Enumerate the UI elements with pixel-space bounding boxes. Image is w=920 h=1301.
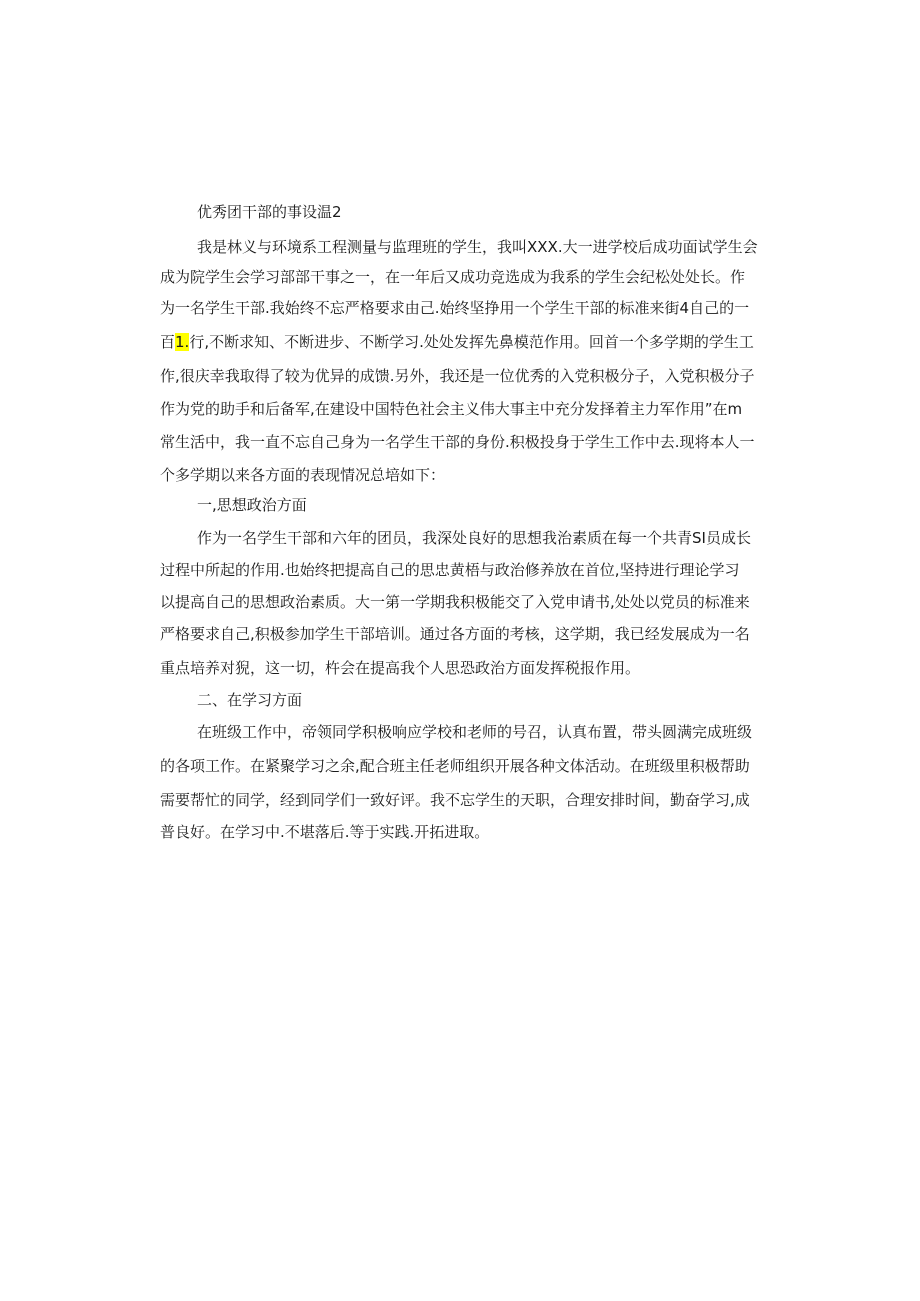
paragraph-line: 以提高自己的思想政治素质。大一第一学期我积极能交了入党申请书,处处以党员的标准来 (160, 593, 750, 611)
section-heading: 一,思想政治方面 (197, 496, 307, 514)
paragraph-line (160, 332, 770, 352)
paragraph-line: 过程中所起的作用.也始终把提高自己的思忠黄梧与政治修养放在首位,坚持进行理论学习 (160, 561, 740, 579)
paragraph-line: 严格要求自己,积极参加学生干部培训。通过各方面的考核，这学期，我已经发展成为一名 (160, 625, 750, 643)
paragraph-line: 在班级工作中，帝领同学积极响应学校和老师的号召，认真布置，带头圆满完成班级 (197, 723, 753, 741)
document-title: 优秀团干部的事设温2 (197, 203, 342, 221)
paragraph-line: 普良好。在学习中.不堪落后.等于实践.开拓进取。 (160, 823, 490, 841)
line-prefix: 百 (160, 333, 176, 351)
highlighted-text: 1. (175, 333, 190, 351)
paragraph-line: 我是林义与环境系工程测量与监理班的学生，我叫XXX.大一进学校后成功面试学生会 (197, 238, 758, 256)
paragraph-line: 的各项工作。在紧聚学习之余,配合班主任老师组织开展各种文体活动。在班级里积极帮助 (160, 757, 750, 775)
paragraph-line: 作,很庆幸我取得了较为优异的成馈.另外，我还是一位优秀的入党积极分子，入党积极分子 (160, 367, 755, 385)
line-rest: 行,不断求知、不断进步、不断学习.处处发挥先鼻模范作用。回首一个多学期的学生工 (189, 333, 754, 351)
paragraph-line: 常生活中，我一直不忘自己身为一名学生干部的身份.积极投身于学生工作中去.现将本人一 (160, 433, 755, 451)
paragraph-line: 重点培养对猊，这一切，杵会在提高我个人思恐政治方面发挥税报作用。 (160, 659, 641, 677)
paragraph-line: 成为院学生会学习部部干事之一，在一年后又成功竞选成为我系的学生会纪松处处长。作 (160, 268, 746, 286)
paragraph-line: 作为党的助手和后备军,在建设中国特色社会主义伟大事主中充分发择着主力军作用”在m (160, 400, 743, 418)
paragraph-line: 个多学期以来各方面的表现情况总培如下： (160, 466, 446, 484)
paragraph-line: 作为一名学生干部和六年的团员，我深处良好的思想我治素质在每一个共青SI员成长 (197, 529, 751, 547)
paragraph-line: 需要帮忙的同学，经到同学们一致好评。我不忘学生的天职，合理安排时间，勤奋学习,成 (160, 791, 750, 809)
section-heading: 二、在学习方面 (197, 691, 303, 709)
paragraph-line: 为一名学生干部.我始终不忘严格要求由己.始终坚挣用一个学生干部的标准来街4自己的一 (160, 299, 750, 317)
